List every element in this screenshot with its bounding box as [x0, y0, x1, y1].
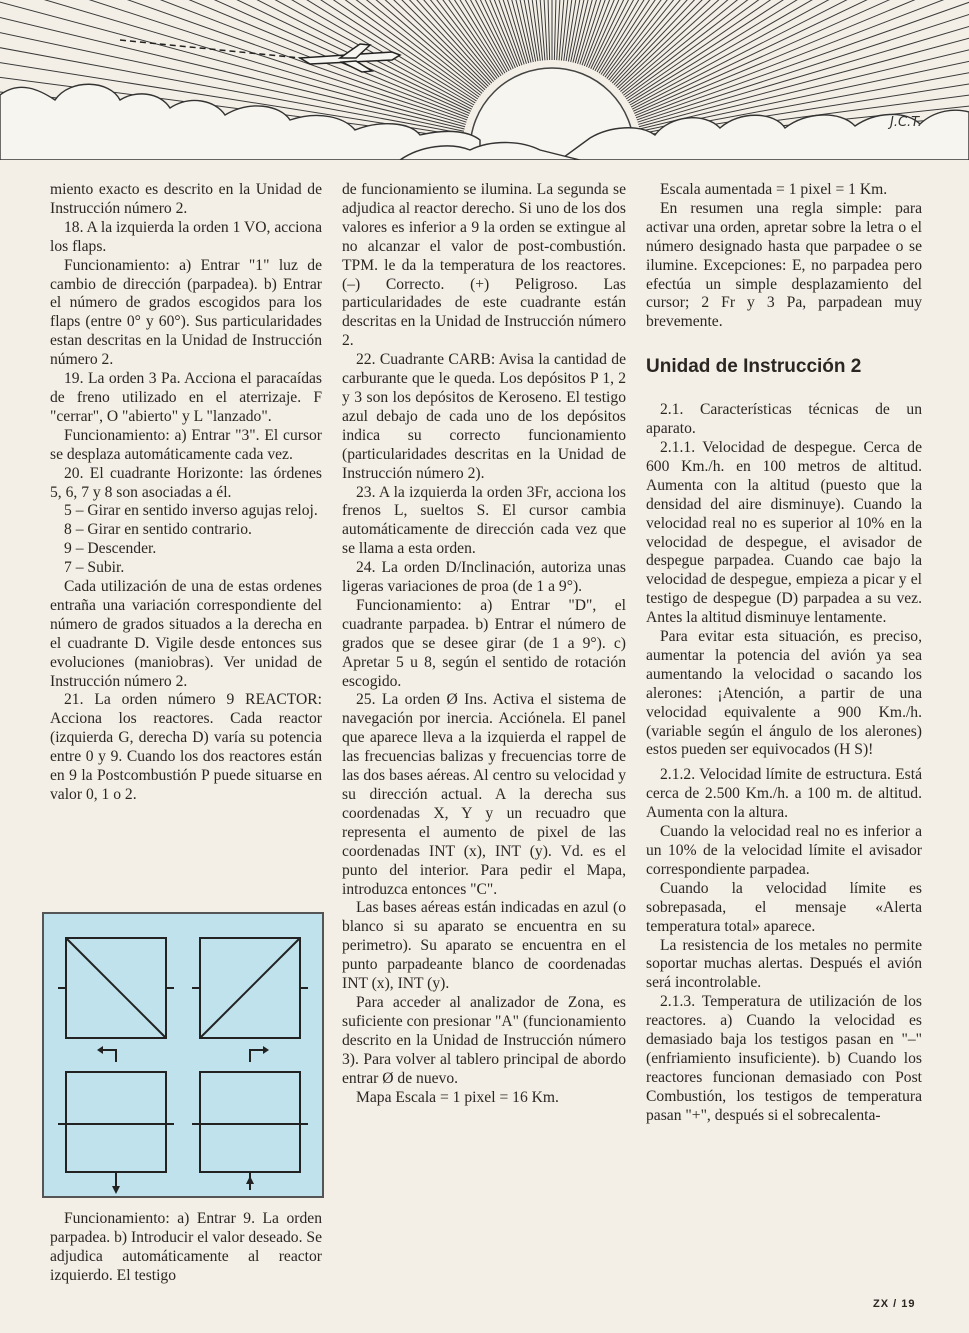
- paragraph: 21. La orden número 9 REACTOR: Acciona los reactores. Cada reactor (izquierda G, derecha D) varía su potencia entre 0 y 9. Cuando los dos reactores están en 9 la Postcombustión P puede situarse en valor 0, 1 o 2.: [50, 691, 322, 803]
- paragraph: 2.1.3. Temperatura de utilización de los reactores. a) Cuando la velocidad es demasiado baja los testigos pasan en "–" (enfriamiento insuficiente). b) Cuando los reactores funcionan demasiado con Post Combustión, los testigos de temperatura pasan "+", después si el sobrecalenta-: [646, 993, 922, 1124]
- paragraph: Funcionamiento: a) Entrar 9. La orden parpadea. b) Introducir el valor deseado. Se adjudica automáticamente al reactor izquierdo. El testigo: [50, 1210, 322, 1284]
- paragraph: Las bases aéreas están indicadas en azul (o blanco si su aparato se encuentra en su perimetro). Su aparato se encuentra en el punto parpadeante blanco de coordenadas INT (x), INT (y).: [342, 899, 626, 993]
- sun-ray: [0, 0, 501, 76]
- sun-ray: [605, 0, 969, 77]
- arrow-rotate-right-icon: [250, 1050, 264, 1062]
- sun-ray: [593, 0, 969, 70]
- panel-level-1: [66, 1072, 166, 1172]
- page-number: ZX / 19: [873, 1298, 916, 1310]
- header-illustration: [0, 0, 969, 160]
- sun-ray: [631, 0, 969, 107]
- attitude-indicator-figure: [44, 914, 322, 1196]
- paragraph: 20. El cuadrante Horizonte: las órdenes 5, 6, 7 y 8 son asociadas a él.: [50, 464, 322, 501]
- paragraph: En resumen una regla simple: para activar una orden, apretar sobre la letra o el número designado hasta que parpadee o se ilumine. Excepciones: E, no parpadea pero efectúa un simple desplazamiento del cursor; 2 Fr y 3 Pa, parpadean muy brevemente.: [646, 199, 922, 331]
- column-1: [50, 181, 322, 805]
- column-3: [646, 181, 922, 1126]
- paragraph: miento exacto es descrito en la Unidad de Instrucción número 2.: [50, 181, 322, 217]
- paragraph: 23. A la izquierda la orden 3Fr, acciona los frenos L, sueltos S. El cursor cambia automáticamente de dirección cada vez que se llama a esta orden.: [342, 483, 626, 558]
- sun-ray: [0, 0, 477, 101]
- paragraph: Funcionamiento: a) Entrar "3". El cursor se desplaza automáticamente cada vez.: [50, 426, 322, 463]
- paragraph: La resistencia de los metales no permite soportar muchas alertas. Después el avión será incontrolable.: [646, 936, 922, 992]
- section-title: Unidad de Instrucción 2: [646, 356, 862, 378]
- paragraph: 9 – Descender.: [64, 540, 157, 558]
- paragraph: 2.1.1. Velocidad de despegue. Cerca de 600 Km./h. en 100 metros de altitud. Aumenta con la altitud (puesto que la densidad del aire disminuye). Cuando la velocidad real no es superior al 10% en la velocidad de despegue, el avisador de despegue parpadea. Cuando cae bajo la velocidad de despegue, empieza a picar y el testigo de despegue (D) parpadea a su vez. Antes la altitud disminuye lentamente.: [646, 438, 922, 627]
- panel-level-2: [200, 1072, 300, 1172]
- paragraph: 22. Cuadrante CARB: Avisa la cantidad de carburante que le queda. Los depósitos P 1, 2 y 3 son los depósitos de Keroseno. El testigo azul debajo de cada uno de los depósitos indica su correcto funcionamiento (particularidades descritas en la Unidad de Instrucción número 2).: [342, 351, 626, 482]
- paragraph: Funcionamiento: a) Entrar "1" luz de cambio de dirección (parpadea). b) Entrar el número de grados escogidos para los flaps (entre 0° y 60°). Sus particularidades estan descritas en la Unidad de Instrucción número 2.: [50, 256, 322, 369]
- paragraph: Escala aumentada = 1 pixel = 1 Km.: [660, 181, 888, 198]
- column-1-bottom: [50, 1210, 322, 1286]
- paragraph: 24. La orden D/Inclinación, autoriza unas ligeras variaciones de proa (de 1 a 9°).: [342, 559, 626, 596]
- sun-ray: [0, 0, 499, 77]
- horizon-diagram: [42, 912, 324, 1198]
- paragraph: 2.1.2. Velocidad límite de estructura. Está cerca de 2.500 Km./h. a 100 m. de altitud. Aumenta con la altura.: [646, 766, 922, 822]
- column-2: [342, 181, 626, 1107]
- sun-ray: [584, 0, 946, 66]
- paragraph: Cada utilización de una de estas ordenes entraña una variación correspondiente del número de grados situados a la derecha en el cuadrante D. Vigile desde entonces sus evoluciones (maniobras). Ver unidad de Instrucción número 2.: [50, 578, 322, 690]
- paragraph: 7 – Subir.: [64, 559, 125, 577]
- paragraph: 8 – Girar en sentido contrario.: [64, 521, 252, 539]
- paragraph: Para evitar esta situación, es preciso, aumentar la potencia del avión ya sea aumentando la velocidad o sacando los alerones: ¡Atención, a partir de una velocidad equivalente a 900 Km./h. (variable según el ángulo de los alerones) estos pueden ser equivocados (H S)!: [646, 628, 922, 759]
- paragraph: 2.1. Características técnicas de un aparato.: [646, 401, 922, 438]
- sun-ray: [0, 0, 478, 99]
- artist-signature: J.C.T.: [890, 115, 922, 130]
- sun-ray: [639, 0, 969, 127]
- sun-ray: [0, 0, 485, 90]
- paragraph: Cuando la velocidad real no es inferior a un 10% de la velocidad límite el avisador correspondiente parpadea.: [646, 823, 922, 878]
- paragraph: de funcionamiento se ilumina. La segunda se adjudica al reactor derecho. Si uno de los dos valores es inferior a 9 la orden se extingue al no alcanzar el valor de post-combustión. TPM. le da la temperatura de los reactores. (–) Correcto. (+) Peligroso. Las particularidades de este cuadrante están descritas en la Unidad de Instrucción número 2.: [342, 181, 626, 350]
- sun-ray: [0, 0, 505, 73]
- sun-ray: [636, 0, 969, 118]
- sun-ray: [609, 0, 969, 80]
- sunset-jet-illustration: [0, 0, 969, 160]
- sun-ray: [623, 0, 969, 95]
- arrow-rotate-left-icon: [102, 1050, 116, 1062]
- sun-ray: [633, 0, 969, 111]
- paragraph: 18. A la izquierda la orden 1 VO, acciona los flaps.: [50, 218, 322, 255]
- paragraph: Mapa Escala = 1 pixel = 16 Km.: [356, 1088, 559, 1106]
- paragraph: 25. La orden Ø Ins. Activa el sistema de navegación por inercia. Acciónela. El panel que aparece lleva a la izquierda el rappel de las frecuencias balizas y frecuencias torre de las dos bases aéreas. Al centro su velocidad y su dirección actual. A la derecha sus coordenadas X, Y y un recuadro que representa el aumento de pixel de las coordenadas INT (x), INT (y). Vd. es el punto del interior. Para pedir el Mapa, introduzca entonces "C".: [342, 691, 626, 898]
- paragraph: Funcionamiento: a) Entrar "D", el cuadrante parpadea. b) Entrar el número de grados que se desee girar (de 1 a 9°). c) Apretar 5 u 8, según el sentido de rotación escogido.: [342, 596, 626, 690]
- paragraph: 5 – Girar en sentido inverso agujas reloj.: [64, 502, 318, 520]
- paragraph: Para acceder al analizador de Zona, es suficiente con presionar "A" (funcionamiento descrito en la Unidad de Instrucción número 3). Para volver al tablero principal de abordo entrar Ø de nuevo.: [342, 993, 626, 1087]
- paragraph: 19. La orden 3 Pa. Acciona el paracaídas de freno utilizado en el aterrizaje. F "cerrar", O "abierto" y L "lanzado".: [50, 370, 322, 425]
- paragraph: Cuando la velocidad límite es sobrepasada, el mensaje «Alerta temperatura total» aparece.: [646, 879, 922, 935]
